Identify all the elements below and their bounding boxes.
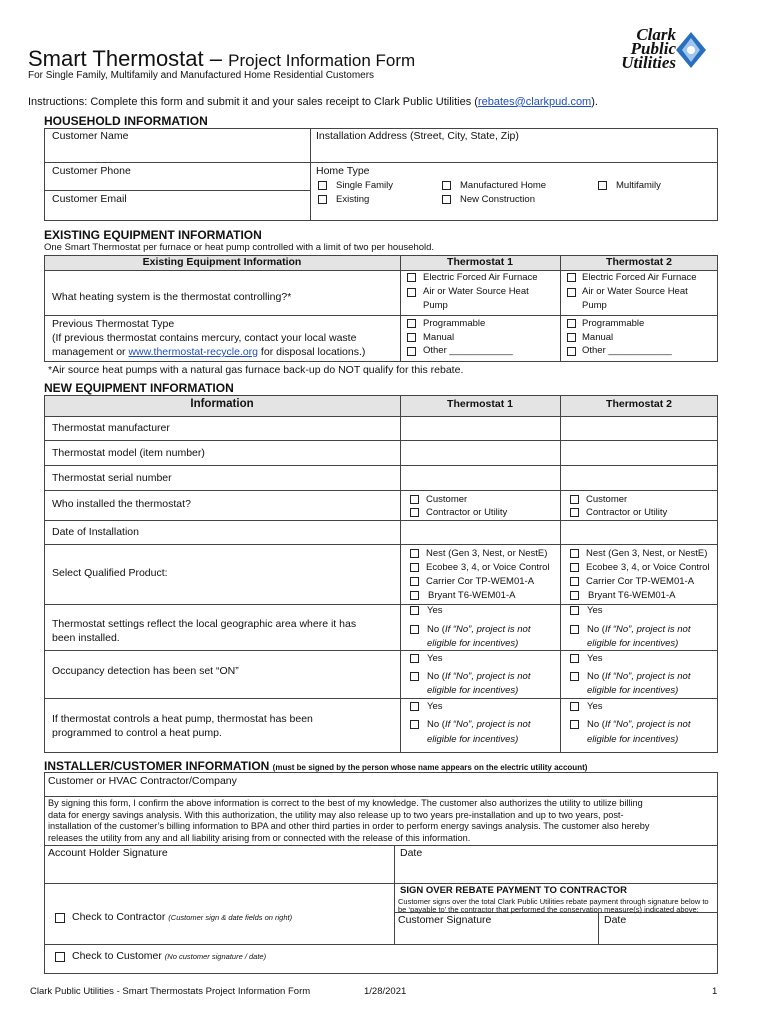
t1-heatpump-yes-checkbox[interactable] [410, 702, 419, 711]
manufactured-home-checkbox[interactable] [442, 181, 451, 190]
t2-occupancy-no-label: No (If “No”, project is not [587, 671, 691, 682]
multifamily-label: Multifamily [616, 180, 661, 191]
occupancy-question: Occupancy detection has been set “ON” [52, 665, 239, 677]
t2-carrier-checkbox[interactable] [570, 577, 579, 586]
t2-installer-customer-checkbox[interactable] [570, 495, 579, 504]
heating-system-question: What heating system is the thermostat controlling?* [52, 291, 292, 303]
t1-nest-label: Nest (Gen 3, Nest, or NestE) [426, 548, 548, 559]
clark-public-utilities-logo [616, 25, 708, 76]
new-construction-checkbox[interactable] [442, 195, 451, 204]
t1-occupancy-yes-label: Yes [427, 653, 443, 664]
customer-signature-date-label: Date [604, 914, 627, 926]
new-equipment-heading: NEW EQUIPMENT INFORMATION [44, 381, 234, 395]
footer-date: 1/28/2021 [364, 986, 407, 997]
t2-programmable-checkbox[interactable] [567, 319, 576, 328]
single-family-checkbox[interactable] [318, 181, 327, 190]
consent-text: By signing this form, I confirm the above information is correct to the best of my knowledge. The customer also authorizes the utility to utilize billing data for energy savings analysis. With this authorization, the utility may also release up to two years pre-installation and up to two years, post- installation of the customer’s billing information to BPA and other third parties in order to perform energy savings analysis. The customer also hereby releases the utility from any and all liability arising from or connected with the release of this information. [48, 798, 650, 843]
t1-bryant-checkbox[interactable] [410, 591, 419, 600]
t1-programmable-label: Programmable [423, 318, 486, 329]
serial-label: Thermostat serial number [52, 472, 172, 484]
household-heading: HOUSEHOLD INFORMATION [44, 114, 208, 128]
installer-heading: INSTALLER/CUSTOMER INFORMATION (must be signed by the person whose name appears on the electric utility account) [44, 759, 588, 773]
footer-title: Clark Public Utilities - Smart Thermostats Project Information Form [30, 986, 311, 997]
t2-occupancy-no-label-2: eligible for incentives) [587, 685, 679, 696]
previous-type-note-2: management or www.thermostat-recycle.org for disposal locations.) [52, 346, 366, 358]
title-dash: – [203, 46, 229, 71]
t2-settings-no-checkbox[interactable] [570, 625, 579, 634]
t2-heat-pump-label: Air or Water Source Heat [582, 286, 688, 297]
t1-other-checkbox[interactable] [407, 347, 416, 356]
t2-installer-contractor-checkbox[interactable] [570, 508, 579, 517]
t2-settings-no-label-2: eligible for incentives) [587, 638, 679, 649]
t1-occupancy-no-checkbox[interactable] [410, 672, 419, 681]
t2-heatpump-no-label-2: eligible for incentives) [587, 734, 679, 745]
t1-installer-customer-checkbox[interactable] [410, 495, 419, 504]
t1-heatpump-no-checkbox[interactable] [410, 720, 419, 729]
t2-ecobee-label: Ecobee 3, 4, or Voice Control [586, 562, 710, 573]
multifamily-checkbox[interactable] [598, 181, 607, 190]
t1-heatpump-no-label-2: eligible for incentives) [427, 734, 519, 745]
t2-carrier-label: Carrier Cor TP-WEM01-A [586, 576, 695, 587]
subtitle: For Single Family, Multifamily and Manufactured Home Residential Customers [28, 70, 375, 81]
t1-settings-no-label-2: eligible for incentives) [427, 638, 519, 649]
customer-signature-label: Customer Signature [398, 914, 492, 926]
title-rest: Project Information Form [228, 51, 416, 70]
single-family-label: Single Family [336, 180, 394, 191]
t1-installer-contractor-checkbox[interactable] [410, 508, 419, 517]
t1-bryant-label: Bryant T6-WEM01-A [428, 590, 516, 601]
t2-ecobee-checkbox[interactable] [570, 563, 579, 572]
t1-electric-furnace-checkbox[interactable] [407, 273, 416, 282]
t1-ecobee-checkbox[interactable] [410, 563, 419, 572]
t2-manual-label: Manual [582, 332, 614, 343]
existing-col-info: Existing Equipment Information [142, 256, 302, 268]
t1-carrier-checkbox[interactable] [410, 577, 419, 586]
t2-heatpump-yes-label: Yes [587, 701, 603, 712]
t2-manual-checkbox[interactable] [567, 333, 576, 342]
t1-heat-pump-checkbox[interactable] [407, 288, 416, 297]
check-to-customer-label: Check to Customer (No customer signature / date) [72, 950, 267, 962]
t1-electric-furnace-label: Electric Forced Air Furnace [423, 272, 538, 283]
t2-installer-customer-label: Customer [586, 494, 628, 505]
t2-nest-label: Nest (Gen 3, Nest, or NestE) [586, 548, 708, 559]
page-number: 1 [712, 986, 718, 997]
existing-checkbox[interactable] [318, 195, 327, 204]
logo-diamond-icon [674, 30, 708, 70]
heat-pump-footnote: *Air source heat pumps with a natural gas furnace back-up do NOT qualify for this rebate. [48, 364, 464, 376]
install-address-label: Installation Address (Street, City, State, Zip) [316, 130, 519, 142]
manufacturer-label: Thermostat manufacturer [52, 422, 170, 434]
existing-heading: EXISTING EQUIPMENT INFORMATION [44, 228, 262, 242]
existing-label: Existing [336, 194, 370, 205]
previous-type-note: (If previous thermostat contains mercury, contact your local waste [52, 332, 357, 344]
new-construction-label: New Construction [460, 194, 535, 205]
manufactured-home-label: Manufactured Home [460, 180, 547, 191]
account-holder-signature-label: Account Holder Signature [48, 847, 168, 859]
company-label: Customer or HVAC Contractor/Company [48, 775, 237, 787]
t1-heatpump-yes-label: Yes [427, 701, 443, 712]
sign-over-note-2: be ‘payable to’ the contractor that performed the conservation measure(s) indicated above: [398, 905, 699, 914]
existing-note: One Smart Thermostat per furnace or heat pump controlled with a limit of two per household. [44, 242, 435, 253]
sign-over-note: Customer signs over the total Clark Public Utilities rebate payment through signature below to [398, 897, 709, 906]
home-type-label: Home Type [316, 165, 370, 177]
t2-other-label: Other ____________ [582, 345, 672, 356]
t1-settings-yes-checkbox[interactable] [410, 606, 419, 615]
t2-heat-pump-label-2: Pump [582, 300, 607, 311]
t2-other-checkbox[interactable] [567, 347, 576, 356]
new-col-thermostat-1: Thermostat 1 [447, 398, 513, 410]
installer-question: Who installed the thermostat? [52, 498, 191, 510]
t2-settings-yes-checkbox[interactable] [570, 606, 579, 615]
thermostat-recycle-link[interactable]: www.thermostat-recycle.org [128, 346, 259, 358]
logo-line-1: Clark [636, 25, 676, 44]
t2-occupancy-no-checkbox[interactable] [570, 672, 579, 681]
t1-other-label: Other ____________ [423, 345, 513, 356]
model-label: Thermostat model (item number) [52, 447, 205, 459]
t1-settings-yes-label: Yes [427, 605, 443, 616]
existing-col-thermostat-1: Thermostat 1 [447, 256, 513, 268]
check-to-contractor-checkbox[interactable] [55, 913, 65, 923]
settings-question-2: been installed. [52, 632, 120, 644]
t2-heatpump-no-checkbox[interactable] [570, 720, 579, 729]
heat-pump-question-2: programmed to control a heat pump. [52, 727, 222, 739]
instructions: Instructions: Complete this form and submit it and your sales receipt to Clark Public Utilities (rebates@clarkpud.com). [28, 96, 598, 108]
t2-bryant-label: Bryant T6-WEM01-A [588, 590, 676, 601]
date-label: Date [400, 847, 423, 859]
logo-line-3: Utilities [621, 53, 676, 72]
t1-nest-checkbox[interactable] [410, 549, 419, 558]
t1-manual-label: Manual [423, 332, 455, 343]
customer-phone-label: Customer Phone [52, 165, 131, 177]
check-to-contractor-label: Check to Contractor (Customer sign & date fields on right) [72, 911, 293, 923]
title-main: Smart Thermostat [28, 46, 204, 71]
logo-line-2: Public [630, 39, 676, 58]
new-col-thermostat-2: Thermostat 2 [606, 398, 672, 410]
t2-electric-furnace-checkbox[interactable] [567, 273, 576, 282]
t1-manual-checkbox[interactable] [407, 333, 416, 342]
t1-installer-contractor-label: Contractor or Utility [426, 507, 508, 518]
t1-carrier-label: Carrier Cor TP-WEM01-A [426, 576, 535, 587]
t1-occupancy-no-label: No (If “No”, project is not [427, 671, 531, 682]
installation-date-label: Date of Installation [52, 526, 139, 538]
heat-pump-question: If thermostat controls a heat pump, thermostat has been [52, 713, 313, 725]
t1-occupancy-no-label-2: eligible for incentives) [427, 685, 519, 696]
t1-settings-no-label: No (If “No”, project is not [427, 624, 531, 635]
t2-occupancy-yes-checkbox[interactable] [570, 654, 579, 663]
t1-programmable-checkbox[interactable] [407, 319, 416, 328]
t2-bryant-checkbox[interactable] [570, 591, 579, 600]
customer-email-label: Customer Email [52, 193, 127, 205]
t2-nest-checkbox[interactable] [570, 549, 579, 558]
page-title [28, 46, 415, 72]
select-product-label: Select Qualified Product: [52, 567, 168, 579]
t1-heat-pump-label: Air or Water Source Heat [423, 286, 529, 297]
t1-ecobee-label: Ecobee 3, 4, or Voice Control [426, 562, 550, 573]
t2-occupancy-yes-label: Yes [587, 653, 603, 664]
check-to-customer-checkbox[interactable] [55, 952, 65, 962]
t2-heatpump-no-label: No (If “No”, project is not [587, 719, 691, 730]
rebates-email-link[interactable]: rebates@clarkpud.com [477, 96, 592, 108]
t2-settings-yes-label: Yes [587, 605, 603, 616]
t1-settings-no-checkbox[interactable] [410, 625, 419, 634]
customer-name-label: Customer Name [52, 130, 129, 142]
t1-heatpump-no-label: No (If “No”, project is not [427, 719, 531, 730]
t2-heatpump-yes-checkbox[interactable] [570, 702, 579, 711]
sign-over-heading: SIGN OVER REBATE PAYMENT TO CONTRACTOR [400, 885, 627, 896]
t1-occupancy-yes-checkbox[interactable] [410, 654, 419, 663]
settings-question: Thermostat settings reflect the local geographic area where it has [52, 618, 357, 630]
existing-col-thermostat-2: Thermostat 2 [606, 256, 672, 268]
t1-installer-customer-label: Customer [426, 494, 468, 505]
t2-settings-no-label: No (If “No”, project is not [587, 624, 691, 635]
previous-type-label: Previous Thermostat Type [52, 318, 175, 330]
t2-electric-furnace-label: Electric Forced Air Furnace [582, 272, 697, 283]
t2-heat-pump-checkbox[interactable] [567, 288, 576, 297]
t2-programmable-label: Programmable [582, 318, 645, 329]
t2-installer-contractor-label: Contractor or Utility [586, 507, 668, 518]
t1-heat-pump-label-2: Pump [423, 300, 448, 311]
new-col-info: Information [190, 398, 254, 410]
